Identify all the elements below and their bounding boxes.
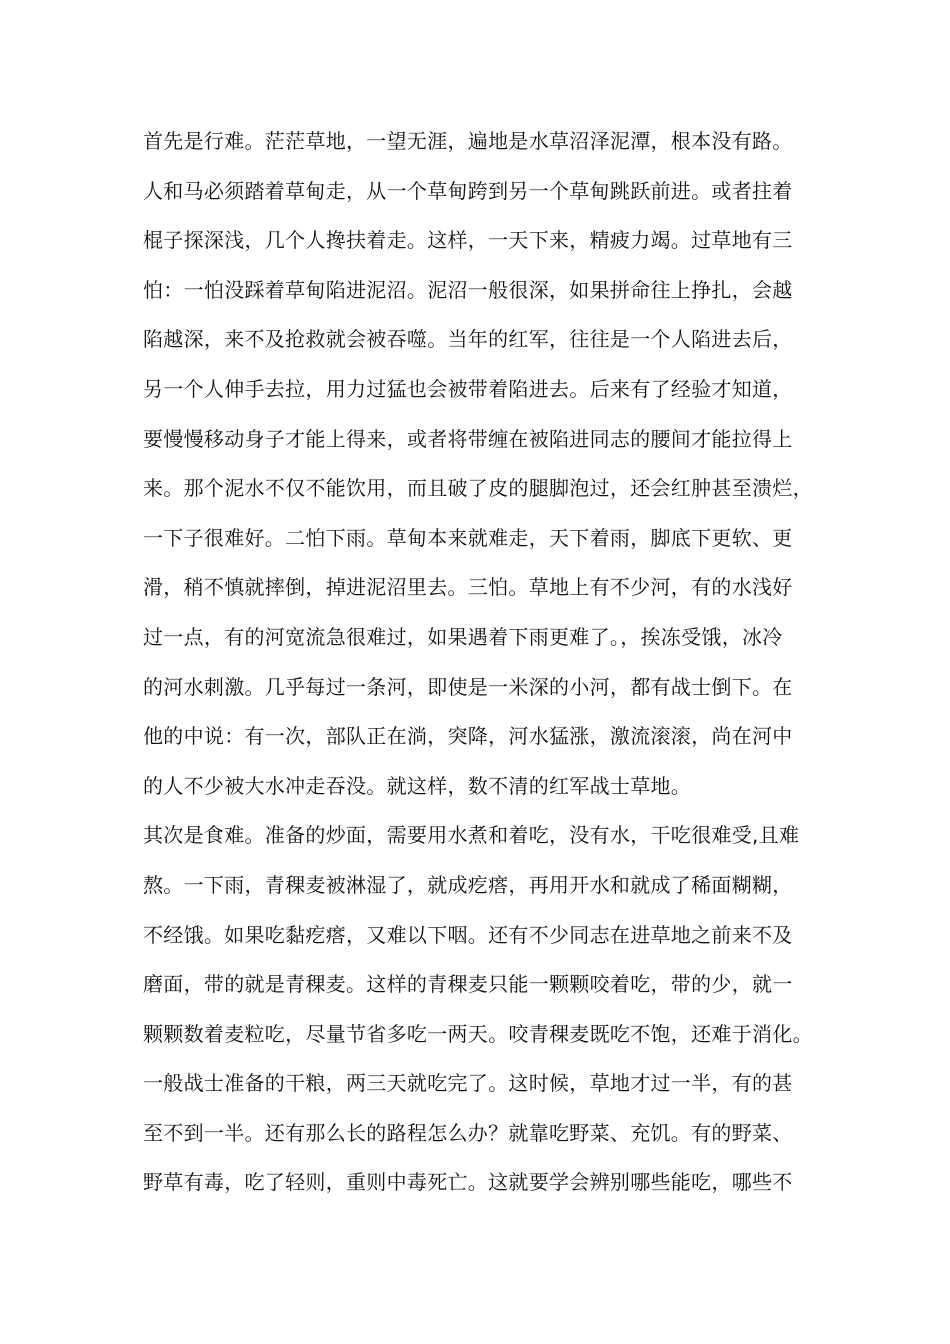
text-line: 一般战士准备的干粮，两三天就吃完了。这时候，草地才过一半，有的甚	[143, 1071, 793, 1096]
text-line: 怕：一怕没踩着草甸陷进泥沼。泥沼一般很深，如果拼命往上挣扎，会越	[143, 277, 793, 302]
text-line: 棍子探深浅，几个人搀扶着走。这样，一天下来，精疲力竭。过草地有三	[143, 228, 793, 253]
text-line: 至不到一半。还有那么长的路程怎么办？就靠吃野菜、充饥。有的野菜、	[143, 1120, 793, 1145]
text-line: 要慢慢移动身子才能上得来，或者将带缠在被陷进同志的腰间才能拉得上	[143, 426, 793, 451]
text-line: 颗颗数着麦粒吃，尽量节省多吃一两天。咬青稞麦既吃不饱，还难于消化。	[143, 1021, 813, 1046]
text-line: 首先是行难。茫茫草地，一望无涯，遍地是水草沼泽泥潭，根本没有路。	[143, 129, 793, 153]
text-line: 他的中说：有一次，部队正在淌，突降，河水猛涨，激流滚滚，尚在河中	[143, 724, 793, 749]
text-line: 人和马必须踏着草甸走，从一个草甸跨到另一个草甸跳跃前进。或者拄着	[143, 178, 793, 203]
text-line: 磨面，带的就是青稞麦。这样的青稞麦只能一颗颗咬着吃，带的少，就一	[143, 972, 793, 997]
text-line: 一下子很难好。二怕下雨。草甸本来就难走，天下着雨，脚底下更软、更	[143, 525, 793, 550]
text-line: 滑，稍不慎就摔倒，掉进泥沼里去。三怕。草地上有不少河，有的水浅好	[143, 575, 793, 600]
text-line: 不经饿。如果吃黏疙瘩，又难以下咽。还有不少同志在进草地之前来不及	[143, 922, 793, 947]
text-line: 熬。一下雨，青稞麦被淋湿了，就成疙瘩，再用开水和就成了稀面糊糊，	[143, 872, 793, 897]
text-line: 野草有毒，吃了轻则，重则中毒死亡。这就要学会辨别哪些能吃，哪些不	[143, 1170, 793, 1195]
text-line: 其次是食难。准备的炒面，需要用水煮和着吃，没有水，干吃很难受,且难	[143, 823, 800, 848]
text-line: 过一点，有的河宽流急很难过，如果遇着下雨更难了。，挨冻受饿，冰冷	[143, 624, 783, 649]
text-line: 来。那个泥水不仅不能饮用，而且破了皮的腿脚泡过，还会红肿甚至溃烂，	[143, 476, 813, 501]
text-line: 陷越深，来不及抢救就会被吞噬。当年的红军，往往是一个人陷进去后，	[143, 327, 793, 352]
body-text	[143, 122, 843, 1213]
text-line: 的人不少被大水冲走吞没。就这样，数不清的红军战士草地。	[143, 773, 692, 798]
text-line: 的河水刺激。几乎每过一条河，即使是一米深的小河，都有战士倒下。在	[143, 674, 793, 699]
text-line: 另一个人伸手去拉，用力过猛也会被带着陷进去。后来有了经验才知道，	[143, 376, 793, 401]
